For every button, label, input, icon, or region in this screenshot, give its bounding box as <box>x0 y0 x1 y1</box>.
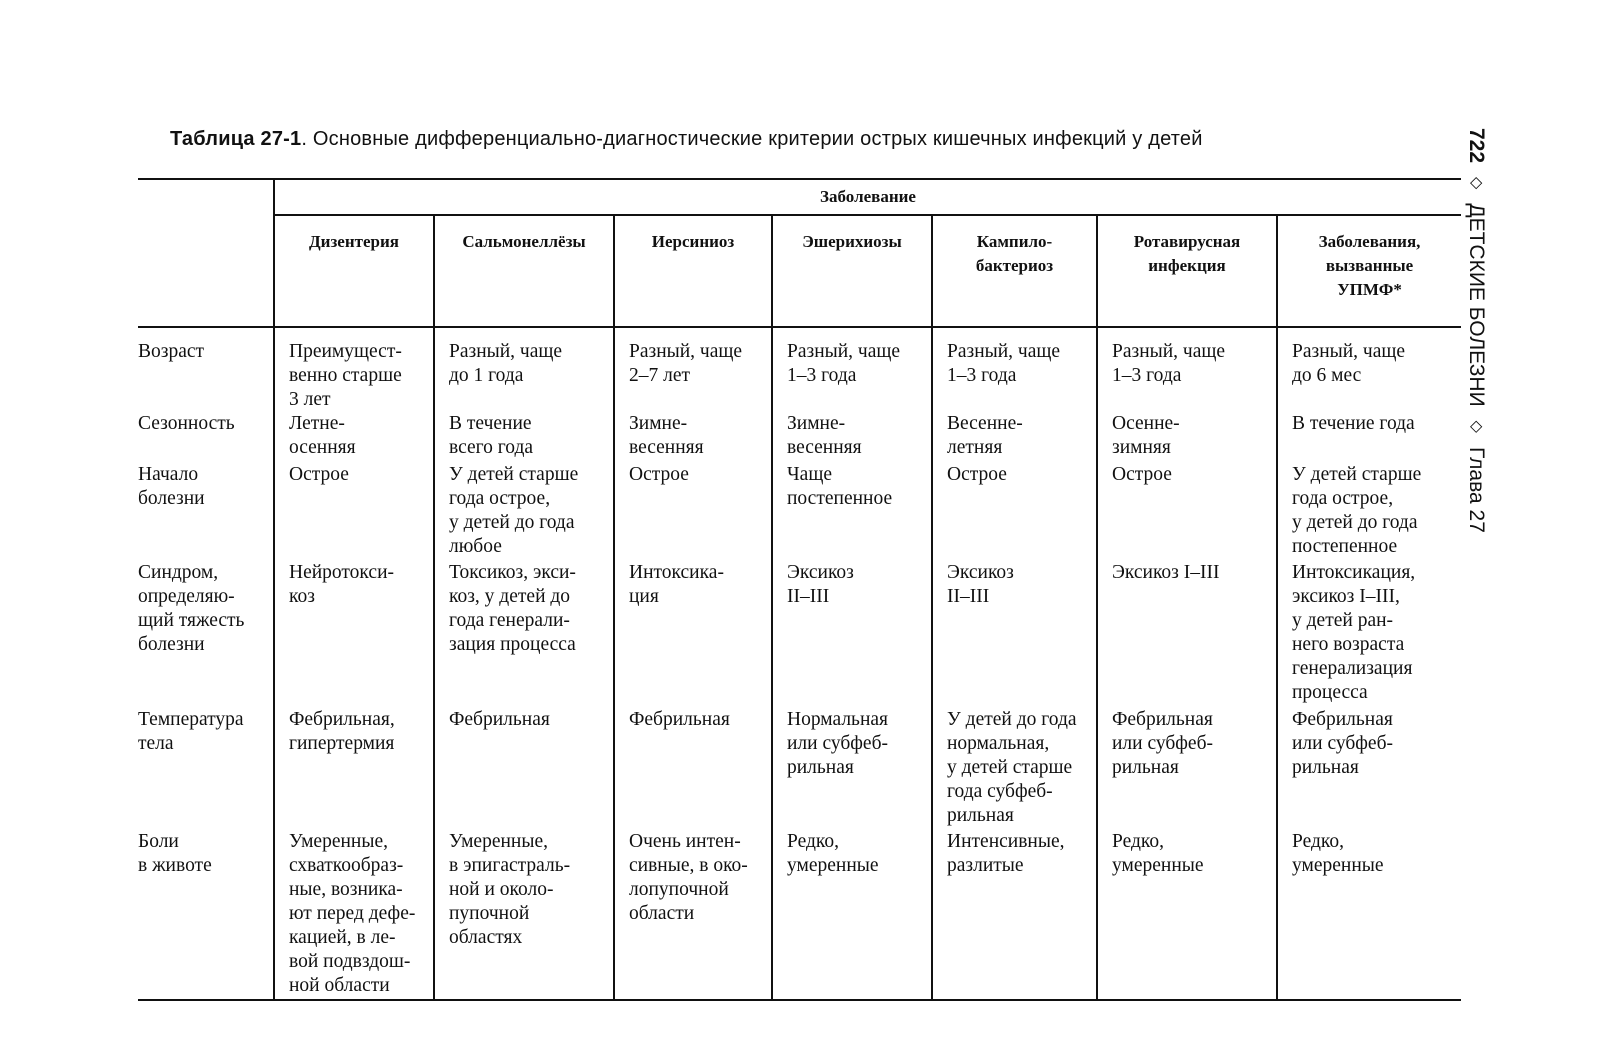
column-header: Ротавирусная инфекция <box>1097 215 1277 327</box>
table-cell: Редко, умеренные <box>1097 830 1277 1000</box>
section-title: ДЕТСКИЕ БОЛЕЗНИ <box>1465 203 1488 407</box>
table-cell: Чаще постепенное <box>772 463 932 561</box>
table-cell: Весенне- летняя <box>932 412 1097 462</box>
table-cell: Токсикоз, экси- коз, у детей до года генерали- зация процесса <box>434 561 614 708</box>
table-cell: Зимне- весенняя <box>614 412 772 462</box>
column-header: Кампило- бактериоз <box>932 215 1097 327</box>
table-cell: Разный, чаще 1–3 года <box>772 327 932 412</box>
table-row <box>138 463 1461 561</box>
table-cell: Преимущест- венно старше 3 лет <box>274 327 434 412</box>
table-cell: В течение всего года <box>434 412 614 462</box>
table-cell: У детей до года нормальная, у детей старше года субфеб- рильная <box>932 708 1097 831</box>
table-caption <box>170 128 1203 151</box>
diamond-icon: ◇ <box>1468 420 1485 433</box>
table-cell: Редко, умеренные <box>772 830 932 1000</box>
table-cell: Острое <box>1097 463 1277 561</box>
page-number: 722 <box>1465 128 1488 164</box>
table-cell: Эксикоз II–III <box>772 561 932 708</box>
row-label: Возраст <box>138 341 205 362</box>
table-cell: Фебрильная <box>614 708 772 831</box>
table-cell: Разный, чаще до 1 года <box>434 327 614 412</box>
table-cell: Интоксика- ция <box>614 561 772 708</box>
running-head <box>1464 128 1488 533</box>
diamond-icon: ◇ <box>1468 177 1485 190</box>
table-cell: Нормальная или субфеб- рильная <box>772 708 932 831</box>
column-header: Эшерихиозы <box>772 215 932 327</box>
table-cell: У детей старше года острое, у детей до года любое <box>434 463 614 561</box>
table-cell: Интенсивные, разлитые <box>932 830 1097 1000</box>
chapter-title: Глава 27 <box>1465 446 1488 533</box>
row-label: Боли в животе <box>138 830 274 1000</box>
table-cell: Интоксикация, эксикоз I–III, у детей ран- него возраста генерализация процесса <box>1277 561 1461 708</box>
table-cell: Фебрильная или субфеб- рильная <box>1097 708 1277 831</box>
table-cell: Разный, чаще 1–3 года <box>1097 327 1277 412</box>
table-cell: Разный, чаще 2–7 лет <box>614 327 772 412</box>
table-cell: Фебрильная <box>434 708 614 831</box>
table-cell: Фебрильная или субфеб- рильная <box>1277 708 1461 831</box>
table-cell: Фебрильная, гипертермия <box>274 708 434 831</box>
table-row <box>138 708 1461 831</box>
table-cell: У детей старше года острое, у детей до года постепенное <box>1277 463 1461 561</box>
table-cell: Осенне- зимняя <box>1097 412 1277 462</box>
table-caption-text: . Основные дифференциально-диагностические критерии острых кишечных инфекций у детей <box>301 128 1203 150</box>
table-cell: Разный, чаще до 6 мес <box>1277 327 1461 412</box>
table-cell: Острое <box>614 463 772 561</box>
row-label: Начало болезни <box>138 463 205 509</box>
group-header: Заболевание <box>274 179 1461 215</box>
table-cell: Зимне- весенняя <box>772 412 932 462</box>
table-row <box>138 412 1461 462</box>
table-cell: Очень интен- сивные, в око- лопупочной области <box>614 830 772 1000</box>
table-cell: Эксикоз II–III <box>932 561 1097 708</box>
column-header: Дизентерия <box>274 215 434 327</box>
table-cell: Острое <box>932 463 1097 561</box>
table-cell: Острое <box>274 463 434 561</box>
header-corner <box>138 215 274 327</box>
column-header: Сальмонеллёзы <box>434 215 614 327</box>
table-row <box>138 830 1461 1000</box>
table-cell: Редко, умеренные <box>1277 830 1461 1000</box>
criteria-table <box>138 178 1461 1001</box>
table-cell: Эксикоз I–III <box>1097 561 1277 708</box>
table-caption-label: Таблица 27-1 <box>170 128 302 150</box>
header-corner <box>138 179 274 215</box>
table-cell: Умеренные, схваткообраз- ные, возника- ют перед дефе- кацией, в ле- вой подвздош- ной области <box>274 830 434 1000</box>
table-cell: В течение года <box>1277 412 1461 462</box>
column-header: Заболевания, вызванные УПМФ* <box>1277 215 1461 327</box>
table-cell: Умеренные, в эпигастраль- ной и около- пупочной областях <box>434 830 614 1000</box>
column-header: Иерсиниоз <box>614 215 772 327</box>
row-label: Сезонность <box>138 413 235 435</box>
table-cell: Нейротокси- коз <box>274 561 434 708</box>
table-cell: Разный, чаще 1–3 года <box>932 327 1097 412</box>
table-row <box>138 327 1461 412</box>
row-label: Синдром, определяю- щий тяжесть болезни <box>138 562 245 656</box>
row-label: Температура тела <box>138 708 244 754</box>
table-cell: Летне- осенняя <box>274 412 434 462</box>
table-row <box>138 561 1461 708</box>
